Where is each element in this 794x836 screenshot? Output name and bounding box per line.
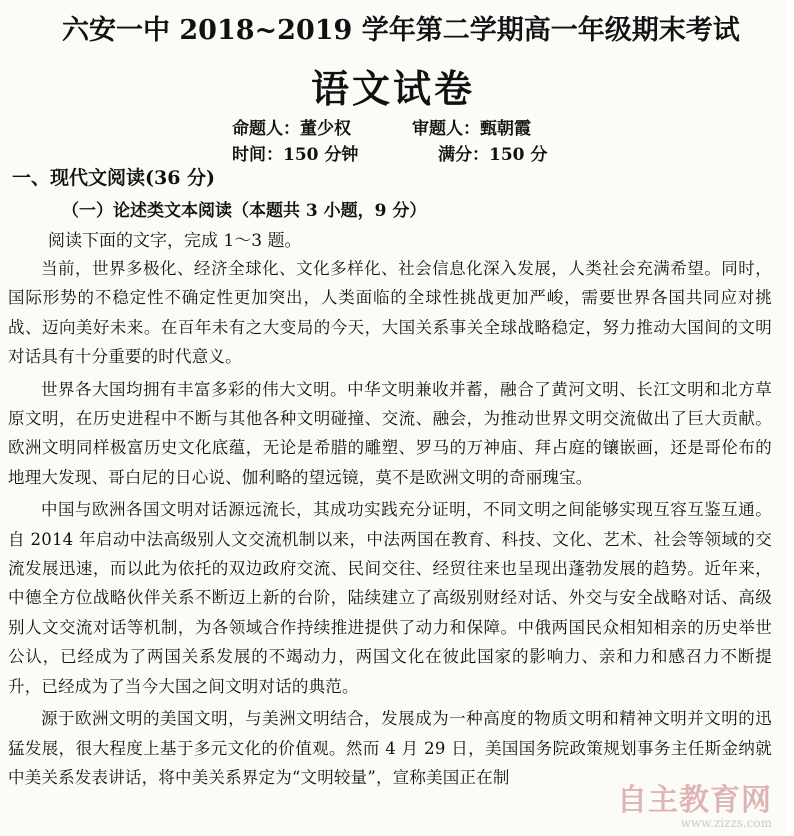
exam-title: 六安一中 2018~2019 学年第二学期高一年级期末考试 [62, 15, 740, 46]
watermark [617, 783, 772, 830]
viewer-edge [786, 0, 794, 836]
reviewer-info: 审题人：甄朝霞 [412, 119, 531, 139]
passage-paragraph: 当前，世界多极化、经济全球化、文化多样化、社会信息化深入发展，人类社会充满希望。同时，国际形势的不稳定性不确定性更加突出，人类面临的全球性挑战更加严峻，需要世界各国共同应对挑战、迈向美好未来。在百年未有之大变局的今天，大国关系事关全球战略稳定，努力推动大国间的文明对话具有十分重要的时代意义。 [8, 259, 772, 367]
total-score: 满分：150 分 [438, 145, 548, 165]
subsection-heading: （一）论述类文本阅读（本题共 3 小题，9 分） [62, 201, 427, 221]
passage-paragraph: 中国与欧洲各国文明对话源远流长，其成功实践充分证明，不同文明之间能够实现互容互鉴互通。自 2014 年启动中法高级别人文交流机制以来，中法两国在教育、科技、文化、艺术、社会等领域的交流发展迅速，而以此为依托的双边政府交流、民间交往、经贸往来也呈现出蓬勃发展的趋势。近年来，中德全方位战略伙伴关系不断迈上新的台阶，陆续建立了高级别财经对话、外交与安全战略对话、高级别人文交流对话等机制，为各领域合作持续推进提供了动力和保障。中俄两国民众相知相亲的历史举世公认，已经成为了两国关系发展的不竭动力，两国文化在彼此国家的影响力、亲和力和感召力不断提升，已经成为了当今大国之间文明对话的典范。 [8, 500, 772, 696]
reading-passage [8, 254, 772, 795]
section-heading: 一、现代文阅读(36 分) [12, 167, 216, 189]
reading-instruction: 阅读下面的文字，完成 1～3 题。 [48, 231, 302, 251]
passage-paragraph: 源于欧洲文明的美国文明，与美洲文明结合，发展成为一种高度的物质文明和精神文明并文明的迅猛发展，很大程度上基于多元文化的价值观。然而 4 月 29 日，美国国务院政策规划事务主任斯金纳就中美关系发表讲话，将中美关系界定为“文明较量”，宣称美国正在制 [8, 709, 772, 787]
paper-title: 语文试卷 [310, 66, 475, 111]
setter-info: 命题人：董少权 [232, 119, 351, 139]
passage-paragraph: 世界各大国均拥有丰富多彩的伟大文明。中华文明兼收并蓄，融合了黄河文明、长江文明和北方草原文明，在历史进程中不断与其他各种文明碰撞、交流、融会，为推动世界文明交流做出了巨大贡献。欧洲文明同样极富历史文化底蕴，无论是希腊的雕塑、罗马的万神庙、拜占庭的镶嵌画，还是哥伦布的地理大发现、哥白尼的日心说、伽利略的望远镜，莫不是欧洲文明的奇丽瑰宝。 [8, 379, 772, 487]
watermark-logo-text: 自主教育网 [617, 783, 772, 818]
exam-time: 时间：150 分钟 [232, 145, 359, 165]
watermark-url: www.zizzs.com [680, 816, 772, 830]
